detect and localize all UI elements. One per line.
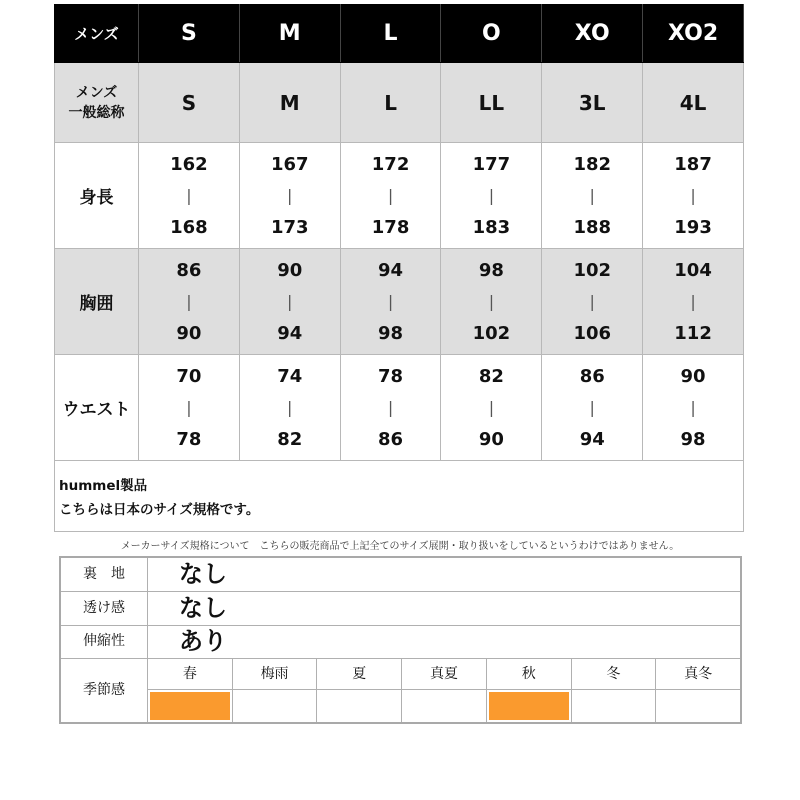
range-min: 182 [573, 153, 612, 175]
range-min: 102 [573, 259, 612, 281]
range-separator: | [690, 292, 696, 311]
note-box [54, 460, 744, 532]
measurement-cell [139, 355, 240, 461]
range-separator: | [287, 398, 293, 417]
range-min: 78 [378, 365, 404, 387]
measurement-row [55, 143, 744, 249]
attributes-table [59, 556, 742, 724]
range-max: 112 [674, 322, 712, 344]
attribute-key: 透け感 [61, 592, 148, 625]
season-grid [147, 659, 740, 722]
measurement-cell [340, 249, 441, 355]
range-separator: | [387, 292, 394, 311]
season-cell [486, 659, 571, 722]
measurement-cell [340, 143, 441, 249]
range-max: 82 [277, 428, 303, 450]
measurement-cell [239, 249, 340, 355]
size-header-cell: XO2 [643, 5, 744, 63]
range-separator: | [589, 398, 595, 417]
alias-row [55, 63, 744, 143]
size-header-cell: XO [542, 5, 643, 63]
alias-cell: M [239, 63, 340, 143]
range-min: 172 [371, 153, 410, 175]
range-max: 168 [170, 216, 208, 238]
range-max: 78 [176, 428, 202, 450]
range-separator: | [186, 186, 192, 205]
measurement-cell [542, 143, 643, 249]
attribute-value: なし [179, 560, 227, 588]
range-max: 86 [378, 428, 404, 450]
attribute-key: 伸縮性 [61, 625, 148, 658]
range-min: 74 [277, 365, 303, 387]
range-separator: | [488, 292, 495, 311]
measurement-cell [441, 249, 542, 355]
measurement-label: ウエスト [55, 355, 139, 461]
season-marker-empty [235, 692, 315, 720]
season-marker-active [150, 692, 230, 720]
size-header-cell: O [441, 5, 542, 63]
attribute-row-sheerness [61, 592, 740, 626]
range-max: 178 [371, 216, 410, 238]
measurement-cell [643, 143, 744, 249]
range-min: 187 [674, 153, 712, 175]
size-chart-table [54, 4, 744, 461]
season-name: 梅雨 [233, 659, 317, 690]
season-marker-active [489, 692, 569, 720]
alias-cell: LL [441, 63, 542, 143]
note-brand: hummel製品 [59, 478, 148, 494]
range-min: 94 [378, 259, 404, 281]
size-header-cell: S [139, 5, 240, 63]
range-separator: | [589, 292, 595, 311]
range-min: 98 [478, 259, 504, 281]
range-max: 94 [579, 428, 605, 450]
season-marker-empty [404, 692, 484, 720]
attribute-value: あり [179, 627, 227, 655]
season-cell [655, 659, 740, 722]
season-cell [147, 659, 232, 722]
measurement-cell [139, 143, 240, 249]
attribute-row-lining [61, 558, 740, 592]
range-separator: | [488, 398, 495, 417]
attribute-row-stretch [61, 625, 740, 659]
attribute-value: なし [179, 594, 227, 622]
measurement-label: 身長 [55, 143, 139, 249]
season-name: 春 [148, 659, 232, 690]
range-min: 90 [680, 365, 706, 387]
season-name: 真夏 [402, 659, 486, 690]
alias-cell: 3L [542, 63, 643, 143]
range-min: 104 [674, 259, 712, 281]
season-name: 夏 [317, 659, 401, 690]
range-max: 90 [478, 428, 504, 450]
size-header-cell: M [239, 5, 340, 63]
measurement-cell [340, 355, 441, 461]
size-header-cell: L [340, 5, 441, 63]
range-min: 90 [277, 259, 303, 281]
measurement-cell [239, 143, 340, 249]
range-max: 106 [573, 322, 612, 344]
measurement-label: 胸囲 [55, 249, 139, 355]
attribute-key: 裏 地 [61, 558, 148, 591]
alias-label-line: メンズ [75, 84, 118, 101]
alias-cell: S [139, 63, 240, 143]
range-separator: | [387, 186, 394, 205]
range-min: 86 [579, 365, 605, 387]
measurement-cell [441, 143, 542, 249]
range-max: 98 [680, 428, 706, 450]
range-separator: | [287, 292, 293, 311]
range-separator: | [690, 398, 696, 417]
measurement-rows [55, 143, 744, 461]
alias-cell: 4L [643, 63, 744, 143]
measurement-row [55, 249, 744, 355]
alias-cell: L [340, 63, 441, 143]
season-marker-empty [574, 692, 654, 720]
note-text: こちらは日本のサイズ規格です。 [59, 502, 260, 518]
range-separator: | [690, 186, 696, 205]
measurement-cell [542, 355, 643, 461]
season-cell [401, 659, 486, 722]
alias-row-label [55, 63, 139, 143]
season-name: 冬 [572, 659, 656, 690]
range-max: 102 [472, 322, 511, 344]
season-label: 季節感 [83, 682, 125, 698]
range-separator: | [287, 186, 293, 205]
range-min: 167 [270, 153, 309, 175]
range-max: 188 [573, 216, 612, 238]
range-max: 193 [674, 216, 712, 238]
disclaimer-text: メーカーサイズ規格について こちらの販売商品で上記全てのサイズ展開・取り扱いをしているというわけではありません。 [120, 541, 680, 552]
range-min: 177 [472, 153, 511, 175]
range-separator: | [488, 186, 495, 205]
measurement-cell [643, 355, 744, 461]
range-separator: | [387, 398, 394, 417]
range-separator: | [186, 398, 192, 417]
range-max: 173 [270, 216, 309, 238]
season-cell [232, 659, 317, 722]
range-max: 98 [378, 322, 404, 344]
season-cell [571, 659, 656, 722]
season-marker-empty [319, 692, 399, 720]
range-min: 86 [176, 259, 202, 281]
range-max: 183 [472, 216, 511, 238]
size-header-row [55, 5, 744, 63]
range-min: 162 [170, 153, 208, 175]
range-max: 90 [176, 322, 202, 344]
season-cell [316, 659, 401, 722]
alias-label-line: 一般総称 [68, 104, 125, 121]
measurement-cell [643, 249, 744, 355]
range-separator: | [589, 186, 595, 205]
measurement-cell [542, 249, 643, 355]
measurement-cell [139, 249, 240, 355]
measurement-cell [441, 355, 542, 461]
range-min: 82 [478, 365, 504, 387]
range-min: 70 [176, 365, 202, 387]
season-name: 秋 [487, 659, 571, 690]
season-name: 真冬 [656, 659, 740, 690]
range-max: 94 [277, 322, 303, 344]
measurement-cell [239, 355, 340, 461]
range-separator: | [186, 292, 192, 311]
size-header-corner: メンズ [55, 5, 139, 63]
season-marker-empty [658, 692, 738, 720]
measurement-row [55, 355, 744, 461]
